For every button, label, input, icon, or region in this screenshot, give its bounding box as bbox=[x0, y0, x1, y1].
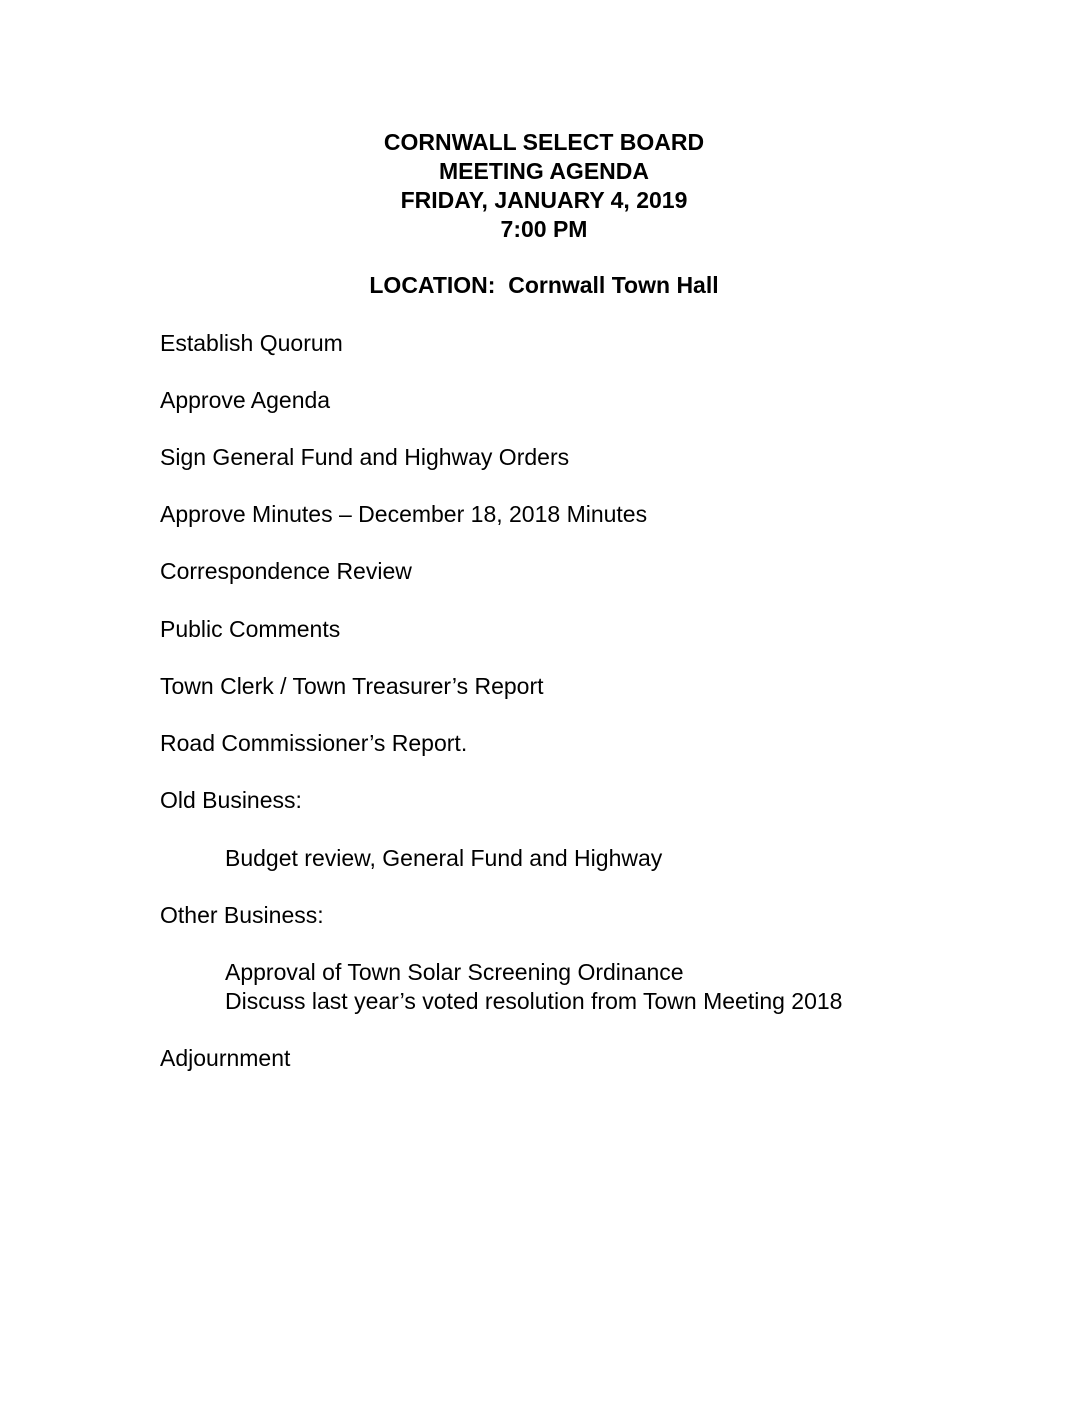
agenda-item-old-business: Old Business: bbox=[160, 787, 302, 813]
header-subtitle: MEETING AGENDA bbox=[439, 158, 649, 184]
old-business-subitem: Budget review, General Fund and Highway bbox=[225, 845, 663, 871]
header-title: CORNWALL SELECT BOARD bbox=[383, 129, 705, 155]
header-date: FRIDAY, JANUARY 4, 2019 bbox=[400, 187, 688, 213]
agenda-item-approve-agenda: Approve Agenda bbox=[160, 387, 331, 413]
agenda-item-clerk-treasurer-report: Town Clerk / Town Treasurer’s Report bbox=[160, 673, 544, 699]
agenda-item-adjournment: Adjournment bbox=[160, 1045, 291, 1071]
agenda-item-approve-minutes: Approve Minutes – December 18, 2018 Minutes bbox=[160, 501, 648, 527]
agenda-item-sign-orders: Sign General Fund and Highway Orders bbox=[160, 444, 570, 470]
agenda-item-establish-quorum: Establish Quorum bbox=[160, 330, 343, 356]
agenda-item-public-comments: Public Comments bbox=[160, 616, 341, 642]
other-business-subitem: Discuss last year’s voted resolution from Town Meeting 2018 bbox=[225, 988, 843, 1014]
agenda-item-road-commissioner-report: Road Commissioner’s Report. bbox=[160, 730, 468, 756]
agenda-item-other-business: Other Business: bbox=[160, 902, 324, 928]
other-business-subitem: Approval of Town Solar Screening Ordinance bbox=[225, 959, 684, 985]
header-time: 7:00 PM bbox=[500, 216, 588, 242]
agenda-item-correspondence-review: Correspondence Review bbox=[160, 558, 412, 584]
meeting-location: LOCATION: Cornwall Town Hall bbox=[369, 272, 719, 298]
agenda-header bbox=[0, 128, 1088, 244]
